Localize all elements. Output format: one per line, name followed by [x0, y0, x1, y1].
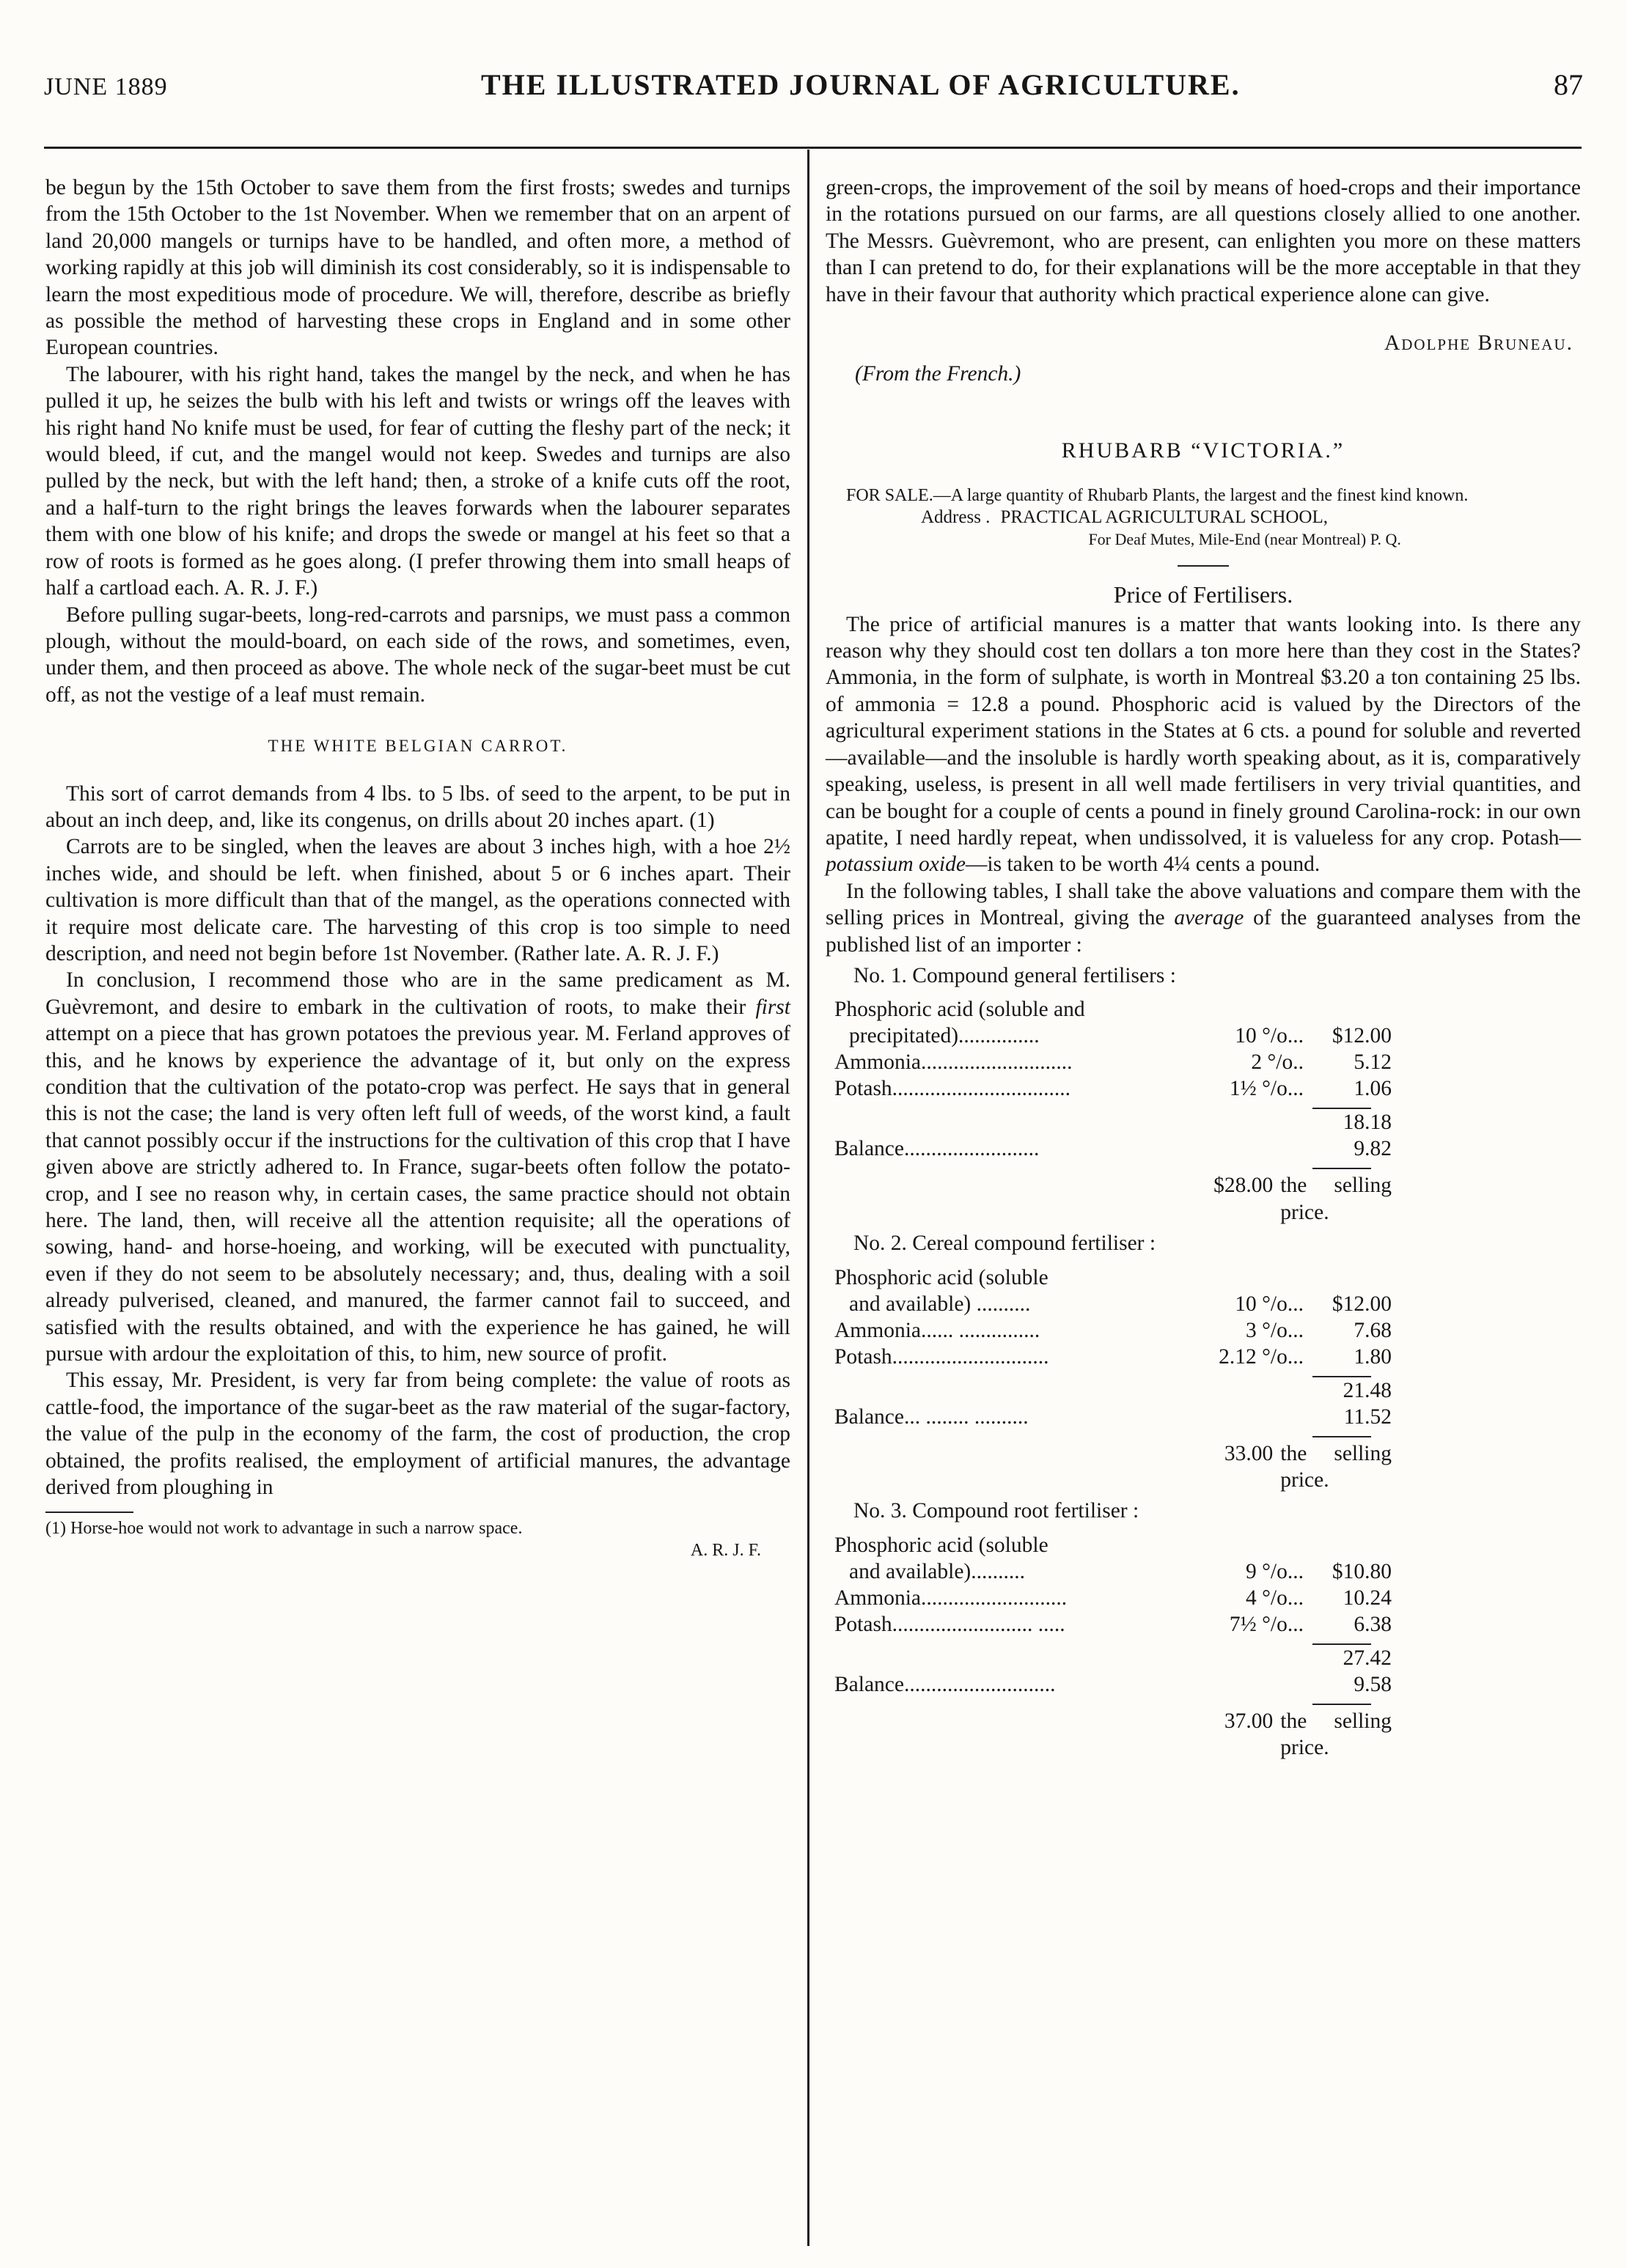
emphasis: average: [1174, 906, 1244, 930]
row-amount: 7.68: [1354, 1318, 1392, 1342]
row-amount: 10.24: [1343, 1586, 1392, 1610]
table-row: [834, 1585, 1392, 1611]
row-label: Potash.............................: [834, 1344, 1049, 1369]
emphasis: potassium oxide: [826, 853, 966, 877]
article-title: Price of Fertilisers.: [1113, 581, 1293, 608]
fertiliser-table: [834, 996, 1392, 1226]
header-rule: [44, 147, 1582, 149]
row-label: Ammonia...... ...............: [834, 1318, 1040, 1342]
table-row: [834, 1344, 1392, 1370]
total-row: [834, 1172, 1392, 1226]
total-note: the selling price.: [1280, 1709, 1392, 1760]
balance-row: [834, 1404, 1392, 1430]
journal-title: THE ILLUSTRATED JOURNAL OF AGRICULTURE.: [480, 68, 1241, 101]
section-title: THE WHITE BELGIAN CARROT.: [268, 737, 568, 756]
row-amount: 5.12: [1354, 1050, 1392, 1075]
right-column: [826, 174, 1581, 1761]
footnote-text: (1) Horse-hoe would not work to advantage in such a narrow space.: [45, 1518, 523, 1538]
column-divider: [807, 150, 809, 2246]
row-amount: 1.06: [1354, 1077, 1392, 1101]
fertiliser-table: [834, 1532, 1392, 1761]
paragraph: green-crops, the improvement of the soil by means of hoed-crops and their importance in the rotations pursued on our farms, are all questions closely allied to one another. The Messrs. Guèvremont, who are present, can enlighten you more on these matters than I can pretend to do, for their explanations will be the more acceptable in that they have in their favour that authority which practical experience alone can give.: [826, 176, 1581, 306]
footnote-signature: A. R. J. F.: [690, 1540, 761, 1560]
table-row: [834, 1317, 1392, 1344]
table-row-label: Phosphoric acid (soluble: [834, 1533, 1048, 1557]
paragraph: This sort of carrot demands from 4 lbs. to 5 lbs. of seed to the arpent, to be put in about an inch deep, and, like its congenus, on drills about 20 inches apart. (1): [45, 781, 790, 832]
row-percent: 4 °/o...: [1246, 1586, 1304, 1610]
subtotal-row: [834, 1109, 1392, 1135]
subtotal-row: [834, 1377, 1392, 1404]
row-label: and available) ..........: [849, 1292, 1031, 1316]
row-label: Ammonia............................: [834, 1050, 1073, 1075]
table-title: No. 1. Compound general fertilisers :: [853, 963, 1176, 987]
address-line: PRACTICAL AGRICULTURAL SCHOOL,: [1000, 507, 1329, 528]
text-run: The price of artificial manures is a matter that wants looking into. Is there any reason why they should cost ten dollars a ton more here than they cost in the States? Ammonia, in the form of sulphate, is worth in Montreal $3.20 a ton containing 25 lbs. of ammonia = 12.8 a pound. Phosphoric acid is valued by the Directors of the agricultural experiment stations in the States at 6 cts. a pound for soluble and reverted—available—and the insoluble is hardly worth speaking about, as it is, comparatively speaking, useless, is present in all well made fertilisers in very trivial quantities, and can be bought for a couple of cents a pound in finely ground Carolina-rock: in our own apatite, I need hardly repeat, when undissolved, it is valueless for any crop. Potash—: [826, 612, 1581, 850]
row-amount: 6.38: [1354, 1612, 1392, 1636]
total-note: the selling price.: [1280, 1174, 1392, 1224]
text-run: —is taken to be worth 4¼ cents a pound.: [965, 853, 1321, 877]
advert-title: RHUBARB “VICTORIA.”: [1061, 438, 1345, 463]
left-column: [45, 174, 790, 1561]
paragraph: This essay, Mr. President, is very far from being complete: the value of roots as cattle-food, the importance of the sugar-beet as the raw material of the sugar-factory, the value of the pulp in the economy of the farm, the cost of production, the crop obtained, the profits realised, the employment of artificial manures, the advantage derived from ploughing in: [45, 1369, 790, 1500]
balance-amount: 9.58: [1354, 1672, 1392, 1696]
row-percent: 2.12 °/o...: [1219, 1344, 1304, 1369]
address-line: For Deaf Mutes, Mile-End (near Montreal) P. Q.: [1088, 530, 1401, 549]
row-label: Potash.................................: [834, 1077, 1071, 1101]
paragraph: [826, 878, 1581, 958]
table-row: [834, 1611, 1392, 1638]
paragraph: [826, 611, 1581, 878]
row-amount: $12.00: [1332, 1292, 1392, 1316]
advert-address: [826, 507, 1581, 551]
row-amount: 1.80: [1354, 1344, 1392, 1369]
table-title: No. 3. Compound root fertiliser :: [853, 1499, 1139, 1523]
row-percent: 9 °/o...: [1246, 1559, 1304, 1583]
fertiliser-table: [834, 1264, 1392, 1494]
row-label: Ammonia...........................: [834, 1586, 1068, 1610]
table-row-label: Phosphoric acid (soluble: [834, 1265, 1048, 1289]
text-run: In conclusion, I recommend those who are in the same predicament as M. Guèvremont, and desire to embark in the cultivation of roots, to make their: [45, 968, 790, 1019]
balance-row: [834, 1671, 1392, 1698]
divider: [1178, 565, 1229, 567]
balance-label: Balance............................: [834, 1672, 1056, 1696]
row-percent: 3 °/o...: [1246, 1318, 1304, 1342]
balance-label: Balance... ........ ..........: [834, 1404, 1029, 1429]
sum-rule: [1312, 1168, 1371, 1169]
table-row: [834, 1049, 1392, 1075]
table-row: [834, 1023, 1392, 1049]
subtotal-amount: 21.48: [1343, 1378, 1392, 1402]
page-number: 87: [1553, 68, 1583, 101]
subtotal-row: [834, 1645, 1392, 1671]
emphasis: first: [755, 995, 790, 1019]
row-label: precipitated)...............: [849, 1024, 1040, 1048]
total-amount: 37.00: [1224, 1709, 1274, 1733]
table-row: [834, 1075, 1392, 1102]
sum-rule: [1312, 1436, 1371, 1437]
subtotal-amount: 27.42: [1343, 1646, 1392, 1670]
table-row: [834, 1558, 1392, 1585]
row-percent: 10 °/o...: [1235, 1024, 1304, 1048]
total-row: [834, 1708, 1392, 1761]
row-amount: $12.00: [1332, 1024, 1392, 1048]
row-percent: 10 °/o...: [1235, 1292, 1304, 1316]
total-amount: 33.00: [1224, 1441, 1274, 1465]
balance-amount: 11.52: [1343, 1404, 1392, 1429]
text-run: attempt on a piece that has grown potatoes the previous year. M. Ferland approves of this, and he knows by experience the advantage of it, but only on the express condition that the cultivation of the potato-crop was perfect. He says that in general this is not the case; the land is very often left full of weeds, of the worst kind, a fault that cannot possibly occur if the instructions for the cultivation of this crop that I have given above are strictly adhered to. In France, sugar-beets often follow the potato-crop, and I see no reason why, in certain cases, the same practice should not obtain here. The land, then, will receive all the attention requisite; all the operations of sowing, hand- and horse-hoeing, and working, will be executed with punctuality, even if they do not seem to be absolutely necessary; and, thus, dealing with a soil already pulverised, cleaned, and manured, the farmer cannot fail to succeed, and satisfied with the results obtained, and with the experience he has gained, he will pursue with ardour the exploitation of this, to him, new source of profit.: [45, 1022, 790, 1366]
balance-label: Balance.........................: [834, 1137, 1040, 1161]
table-row: [834, 1291, 1392, 1317]
paragraph: Carrots are to be singled, when the leaves are about 3 inches high, with a hoe 2½ inches wide, and should be left. when finished, about 5 or 6 inches apart. Their cultivation is more difficult than that of the mangel, as the operations connected with it require most delicate care. The harvesting of this crop is too simple to need description, and need not begin before 1st November. (Rather late. A. R. J. F.): [45, 835, 790, 965]
sum-rule: [1312, 1704, 1371, 1705]
footnote-rule: [45, 1512, 133, 1513]
paragraph: Before pulling sugar-beets, long-red-carrots and parsnips, we must pass a common plough, without the mould-board, on each side of the rows, and sometimes, even, under them, and then proceed as above. The whole neck of the sugar-beet must be cut off, as not the vestige of a leaf must remain.: [45, 603, 790, 707]
total-amount: $28.00: [1213, 1174, 1274, 1198]
page-header: [44, 67, 1583, 111]
paragraph: The labourer, with his right hand, takes the mangel by the neck, and when he has pulled it up, he seizes the bulb with his left and twists or wrings off the leaves with his right hand No knife must be used, for fear of cutting the fleshy part of the neck; it would bleed, if cut, and the mangel would not keep. Swedes and turnips are also pulled by the neck, but with the left hand; then, a stroke of a knife cuts off the root, and a half-turn to the right brings the leaves forwards when the labourer separates them with one blow of his knife; and drops the swede or mangel at his feet so that a row of roots is formed as he goes along. (I prefer throwing them into small heaps of half a cartload each. A. R. J. F.): [45, 362, 790, 600]
row-percent: 2 °/o..: [1251, 1050, 1304, 1075]
author-signature: Adolphe Bruneau.: [1384, 331, 1573, 356]
balance-amount: 9.82: [1354, 1137, 1392, 1161]
subtotal-amount: 18.18: [1343, 1111, 1392, 1135]
total-note: the selling price.: [1280, 1441, 1392, 1492]
table-row-label: Phosphoric acid (soluble and: [834, 998, 1085, 1022]
footnote: [45, 1517, 790, 1561]
source-note: (From the French.): [855, 362, 1021, 386]
row-label: and available)..........: [849, 1559, 1026, 1583]
text-run: In the following tables, I shall take the above valuations and compare them with the selling prices in Montreal, giving the: [826, 879, 1581, 930]
table-title: No. 2. Cereal compound fertiliser :: [853, 1231, 1156, 1256]
address-label: Address .: [921, 507, 991, 528]
paragraph: [45, 967, 790, 1367]
issue-date: JUNE 1889: [44, 73, 168, 100]
advert-text: FOR SALE.—A large quantity of Rhubarb Plants, the largest and the finest kind known.: [846, 486, 1469, 506]
total-row: [834, 1440, 1392, 1494]
row-label: Potash.......................... .....: [834, 1612, 1065, 1636]
row-amount: $10.80: [1332, 1559, 1392, 1583]
balance-row: [834, 1135, 1392, 1162]
row-percent: 7½ °/o...: [1229, 1612, 1304, 1636]
row-percent: 1½ °/o...: [1229, 1077, 1304, 1101]
text-run: of the guaranteed analyses from the published list of an importer :: [826, 906, 1581, 957]
paragraph: be begun by the 15th October to save them from the first frosts; swedes and turnips from the 15th October to the 1st November. When we remember that on an arpent of land 20,000 mangels or turnips have to be handled, and often more, a method of working rapidly at this job will diminish its cost considerably, so it is indispensable to learn the most expeditious mode of procedure. We will, therefore, describe as briefly as possible the method of harvesting these crops in England and in some other European countries.: [45, 176, 790, 360]
